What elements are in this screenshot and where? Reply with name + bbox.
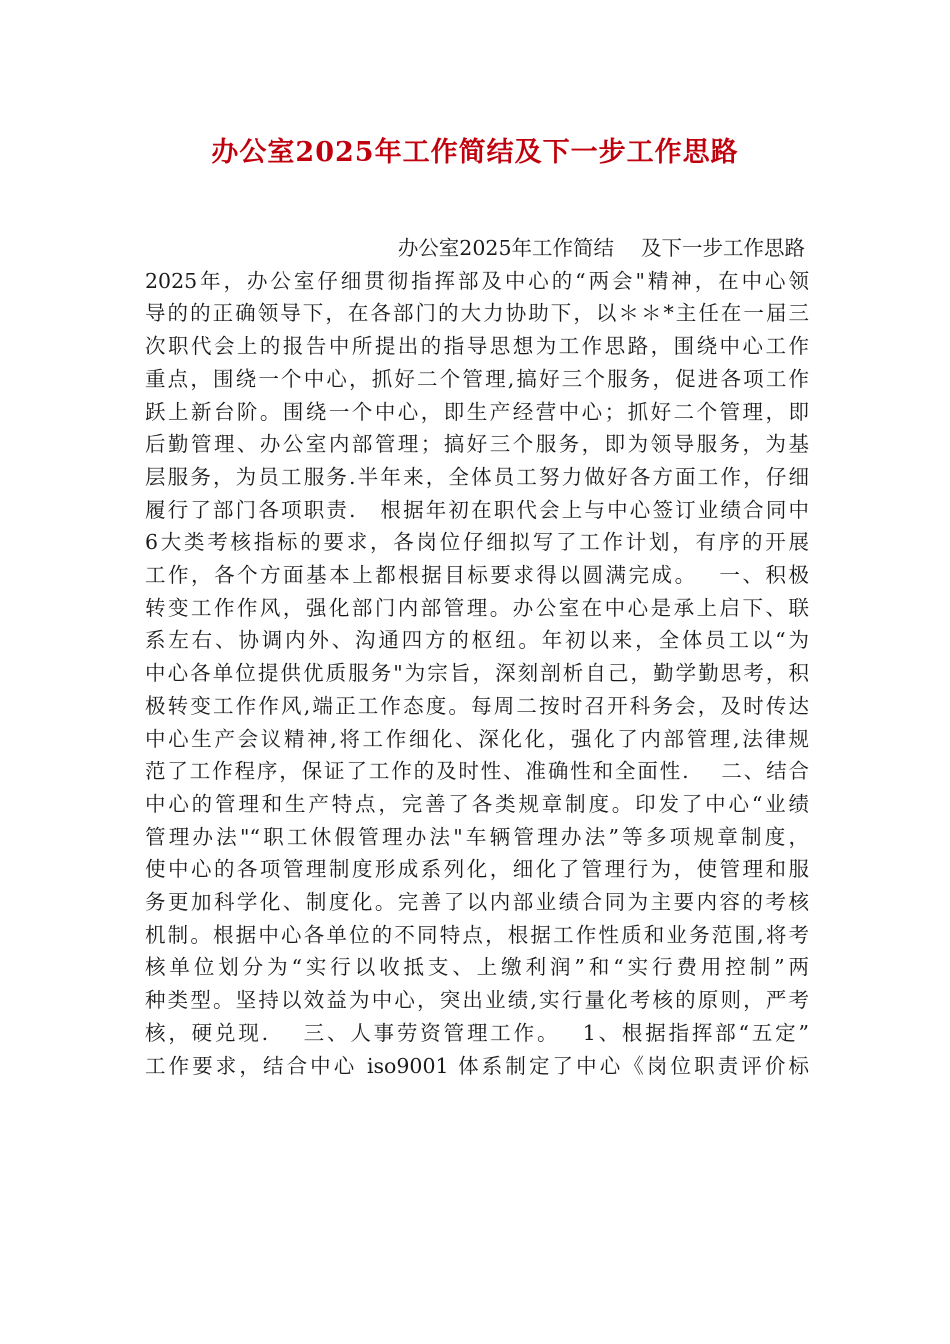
body-line: 极转变工作作风,端正工作态度。每周二按时召开科务会，及时传达 xyxy=(145,693,809,718)
body-line: 种类型。坚持以效益为中心，突出业绩,实行量化考核的原则，严考 xyxy=(145,988,809,1013)
body-line: 重点，围绕一个中心，抓好二个管理,搞好三个服务，促进各项工作 xyxy=(145,366,809,391)
body-line: 次职代会上的报告中所提出的指导思想为工作思路，围绕中心工作 xyxy=(145,334,809,359)
body-line: 导的的正确领导下，在各部门的大力协助下，以＊＊*主任在一届三 xyxy=(145,301,809,326)
body-line: 跃上新台阶。围绕一个中心，即生产经营中心；抓好二个管理，即 xyxy=(145,399,809,424)
body-line: 核单位划分为“实行以收抵支、上缴利润”和“实行费用控制”两 xyxy=(145,955,809,980)
body-line: 6大类考核指标的要求，各岗位仔细拟写了工作计划，有序的开展 xyxy=(145,530,809,555)
body-line: 工作要求，结合中心 iso9001 体系制定了中心《岗位职责评价标 xyxy=(145,1053,809,1078)
body-line: 中心生产会议精神,将工作细化、深化化，强化了内部管理,法律规 xyxy=(145,726,809,751)
body-line: 管理办法"“职工休假管理办法"车辆管理办法”等多项规章制度， xyxy=(145,824,809,849)
body-line: 使中心的各项管理制度形成系列化，细化了管理行为，使管理和服 xyxy=(145,857,809,882)
body-line: 范了工作程序，保证了工作的及时性、准确性和全面性. 二、结合 xyxy=(145,759,809,784)
body-line: 工作，各个方面基本上都根据目标要求得以圆满完成。 一、积极 xyxy=(145,563,809,588)
body-line: 中心的管理和生产特点，完善了各类规章制度。印发了中心“业绩 xyxy=(145,791,809,816)
body-line: 系左右、协调内外、沟通四方的枢纽。年初以来，全体员工以“为 xyxy=(145,628,809,653)
body-line: 后勤管理、办公室内部管理；搞好三个服务，即为领导服务，为基 xyxy=(145,432,809,457)
body-line: 中心各单位提供优质服务"为宗旨，深刻剖析自己，勤学勤思考，积 xyxy=(145,661,809,686)
body-line: 机制。根据中心各单位的不同特点，根据工作性质和业务范围,将考 xyxy=(145,922,809,947)
document-body xyxy=(145,232,809,1082)
body-line: 核，硬兑现. 三、人事劳资管理工作。 1、根据指挥部“五定” xyxy=(145,1020,809,1045)
document-title: 办公室2025年工作简结及下一步工作思路 xyxy=(211,137,739,168)
body-line: 务更加科学化、制度化。完善了以内部业绩合同为主要内容的考核 xyxy=(145,890,809,915)
body-line: 层服务，为员工服务.半年来，全体员工努力做好各方面工作，仔细 xyxy=(145,464,809,489)
body-line: 2025年，办公室仔细贯彻指挥部及中心的“两会"精神，在中心领 xyxy=(145,268,809,293)
body-line: 转变工作作风，强化部门内部管理。办公室在中心是承上启下、联 xyxy=(145,595,809,620)
body-line: 办公室2025年工作简结 及下一步工作思路 xyxy=(397,236,805,260)
body-line: 履行了部门各项职责. 根据年初在职代会上与中心签订业绩合同中 xyxy=(145,497,809,522)
